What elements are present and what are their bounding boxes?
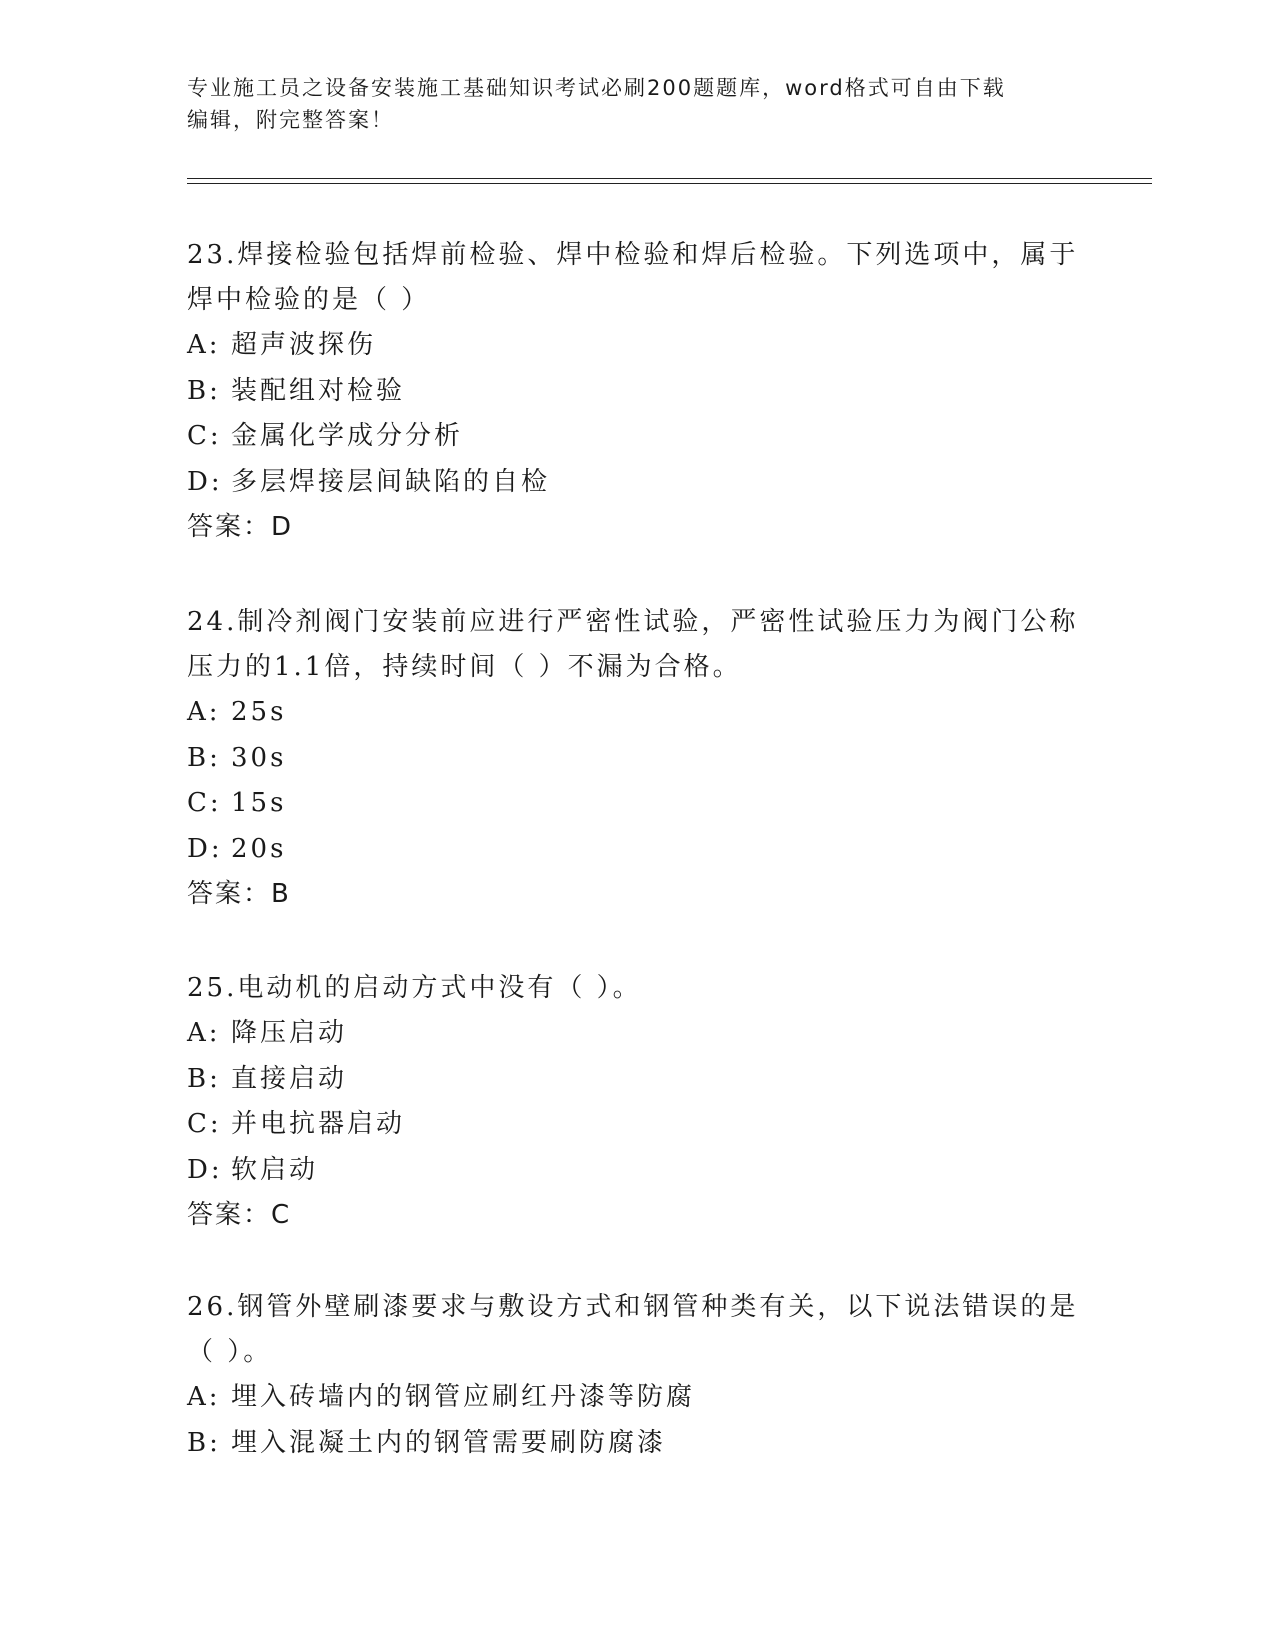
option-letter: D: (187, 833, 223, 864)
option-d (187, 827, 1087, 873)
header-divider-bottom (187, 183, 1152, 184)
option-letter: C: (187, 788, 222, 818)
option-b (187, 736, 1087, 782)
option-text: 15s (231, 788, 287, 818)
option-a (187, 323, 1087, 369)
option-letter: B: (187, 742, 221, 773)
header-line-1: 专业施工员之设备安装施工基础知识考试必刷200题题库，word格式可自由下载 (187, 76, 1006, 100)
option-letter: B: (187, 1427, 221, 1458)
option-letter: B: (187, 375, 221, 406)
option-b (187, 1057, 1087, 1103)
option-text: 软启动 (231, 1154, 319, 1185)
question-stem-line: 25.电动机的启动方式中没有（ ）。 (187, 973, 642, 1003)
option-text: 装配组对检验 (231, 375, 406, 406)
option-text: 并电抗器启动 (231, 1109, 406, 1139)
question-stem-line: 24.制冷剂阀门安装前应进行严密性试验，严密性试验压力为阀门公称 (187, 607, 1079, 637)
option-text: 25s (231, 697, 287, 727)
option-text: 金属化学成分分析 (231, 421, 464, 451)
option-d (187, 1148, 1087, 1194)
option-a (187, 690, 1087, 736)
option-d (187, 460, 1087, 506)
option-letter: A: (187, 1382, 221, 1412)
option-text: 埋入混凝土内的钢管需要刷防腐漆 (231, 1427, 667, 1458)
option-c (187, 1102, 1087, 1148)
option-text: 多层焊接层间缺陷的自检 (231, 466, 551, 497)
option-c (187, 781, 1087, 827)
header-divider-top (187, 178, 1152, 179)
answer-text: 答案：B (187, 879, 291, 909)
option-b (187, 1421, 1087, 1467)
question-stem-line: 压力的1.1倍，持续时间（ ）不漏为合格。 (187, 652, 742, 682)
option-a (187, 1375, 1087, 1421)
header-line-2: 编辑，附完整答案！ (187, 108, 394, 132)
option-text: 埋入砖墙内的钢管应刷红丹漆等防腐 (231, 1382, 696, 1412)
question-23 (187, 233, 1087, 550)
question-stem-line: 26.钢管外壁刷漆要求与敷设方式和钢管种类有关，以下说法错误的是 (187, 1292, 1079, 1322)
option-text: 超声波探伤 (231, 330, 377, 360)
option-text: 30s (231, 742, 287, 773)
option-text: 直接启动 (231, 1063, 348, 1094)
option-letter: C: (187, 1109, 222, 1139)
question-stem-line: 焊中检验的是（ ） (187, 285, 431, 315)
option-text: 降压启动 (231, 1018, 348, 1048)
answer-text: 答案：C (187, 1200, 292, 1230)
answer-text: 答案：D (187, 512, 294, 542)
option-letter: D: (187, 1154, 223, 1185)
option-letter: A: (187, 1018, 221, 1048)
option-letter: A: (187, 330, 221, 360)
option-b (187, 369, 1087, 415)
question-26 (187, 1285, 1087, 1466)
question-25 (187, 966, 1087, 1238)
question-stem-line: 23.焊接检验包括焊前检验、焊中检验和焊后检验。下列选项中，属于 (187, 240, 1079, 270)
option-text: 20s (231, 833, 287, 864)
document-header (187, 72, 1087, 136)
option-letter: B: (187, 1063, 221, 1094)
option-letter: C: (187, 421, 222, 451)
option-a (187, 1011, 1087, 1057)
option-letter: D: (187, 466, 223, 497)
option-letter: A: (187, 697, 221, 727)
option-c (187, 414, 1087, 460)
question-24 (187, 600, 1087, 917)
question-stem-line: （ ）。 (187, 1337, 273, 1367)
